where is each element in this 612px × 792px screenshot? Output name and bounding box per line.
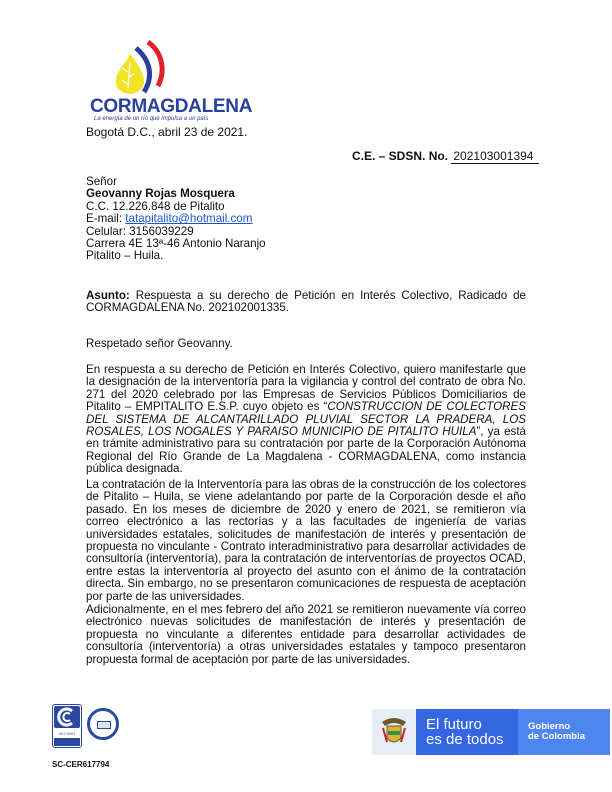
icontec-bar bbox=[54, 738, 80, 746]
subject-label: Asunto: bbox=[86, 289, 130, 302]
recipient-block bbox=[86, 176, 266, 263]
iso-label: ISO 9001 bbox=[58, 731, 76, 736]
recipient-name: Geovanny Rojas Mosquera bbox=[86, 187, 235, 201]
recipient-address: Carrera 4E 13ª-46 Antonio Naranjo bbox=[86, 237, 266, 251]
email-label: E-mail: bbox=[86, 212, 126, 226]
certificate-code: SC-CER617794 bbox=[52, 760, 110, 769]
iso-certification-badge bbox=[52, 704, 82, 748]
slogan-panel bbox=[416, 709, 518, 755]
recipient-email-line bbox=[86, 213, 266, 225]
slogan-line-2: es de todos bbox=[426, 731, 504, 748]
recipient-id: C.C. 12.226.848 de Pitalito bbox=[86, 199, 225, 213]
icontec-logo-icon bbox=[54, 706, 80, 728]
colombia-coat-of-arms-icon bbox=[372, 709, 416, 755]
reference-number bbox=[352, 149, 539, 163]
greeting: Respetado señor Geovanny. bbox=[86, 337, 233, 350]
gov-name-line-2: de Colombia bbox=[528, 731, 586, 742]
body-paragraph-1 bbox=[86, 364, 526, 476]
body-paragraph-3: Adicionalmente, en el mes febrero del año 2021 se remitieron nuevamente vía correo electrónico nuevas solicitudes de manifestación de interés y presentación de propuesta no vinculante a diferentes entidade para desarrollar actividades de consultoría (interventoría) a otras universidades estatales y tampoco presentaron propuesta formal de aceptación por parte de las universidades. bbox=[86, 603, 526, 666]
p1-text-end: ”, ya está en trámite administrativo para su contratación por parte de la Corporación Autónoma Regional del Río Grande de La Magdalena - CORMAGDALENA, como instancia pública designada. bbox=[86, 425, 526, 476]
p1-project-title: CONSTRUCCION DE COLECTORES DEL SISTEMA DE ALCANTARILLADO PLUVIAL SECTOR LA PRADERA, LOS ROSALES, LOS NOGALES Y PARAISO MUNICIPIO DE PITALITO HUILA bbox=[86, 400, 526, 439]
salutation: Señor bbox=[86, 175, 117, 188]
gov-name-line-1: Gobierno bbox=[528, 721, 571, 732]
government-banner bbox=[372, 709, 610, 755]
government-name-panel bbox=[518, 709, 610, 755]
email-link[interactable]: tatapitalito@hotmail.com bbox=[125, 212, 253, 226]
date-line: Bogotá D.C., abril 23 de 2021. bbox=[86, 125, 248, 139]
reference-label: C.E. – SDSN. No. bbox=[352, 149, 449, 163]
logo-tagline: La energía de un río que impulsa a un país bbox=[94, 116, 209, 122]
subject-text: Respuesta a su derecho de Petición en Interés Colectivo, Radicado de CORMAGDALENA No. 202102001335. bbox=[86, 289, 526, 315]
p1-text-start: En respuesta a su derecho de Petición en Interés Colectivo, quiero manifestarle que la designación de la interventoría para la vigilancia y control del contrato de obra No. 271 del 2020 celebrado por las Empresas de Servicios Públicos Domiciliarios de Pitalito – EMPITALITO E.S.P. cuyo objeto es “ bbox=[86, 363, 526, 414]
reference-value: 202103001394 bbox=[451, 149, 539, 164]
water-drop-icon bbox=[104, 40, 174, 98]
iqnet-seal-icon bbox=[87, 708, 119, 740]
subject-line bbox=[86, 290, 526, 315]
slogan-line-1: El futuro bbox=[426, 716, 482, 733]
logo-wordmark: CORMAGDALENA bbox=[90, 96, 253, 117]
body-paragraph-2: La contratación de la Interventoría para las obras de la construcción de los colectores de Pitalito – Huila, se viene adelantando por parte de la Corporación desde el año pasado. En los meses de diciembre de 2020 y enero de 2021, se remitieron vía correo electrónico a las rectorías y a las facultades de ingeniería de varias universidades estatales, solicitudes de manifestación de interés y presentación de propuesta no vinculante - Contrato interadministrativo para desarrollar actividades de consultoría (interventoría), para la contratación de interventorías de proyectos OCAD, entre estas la interventoría al proyecto del asunto con el ánimo de la contratación directa. Sin embargo, no se presentaron comunicaciones de respuesta de aceptación por parte de las universidades. bbox=[86, 478, 526, 603]
recipient-phone: Celular: 3156039229 bbox=[86, 224, 194, 238]
cormagdalena-logo bbox=[84, 40, 264, 122]
recipient-city: Pitalito – Huila. bbox=[86, 249, 164, 263]
